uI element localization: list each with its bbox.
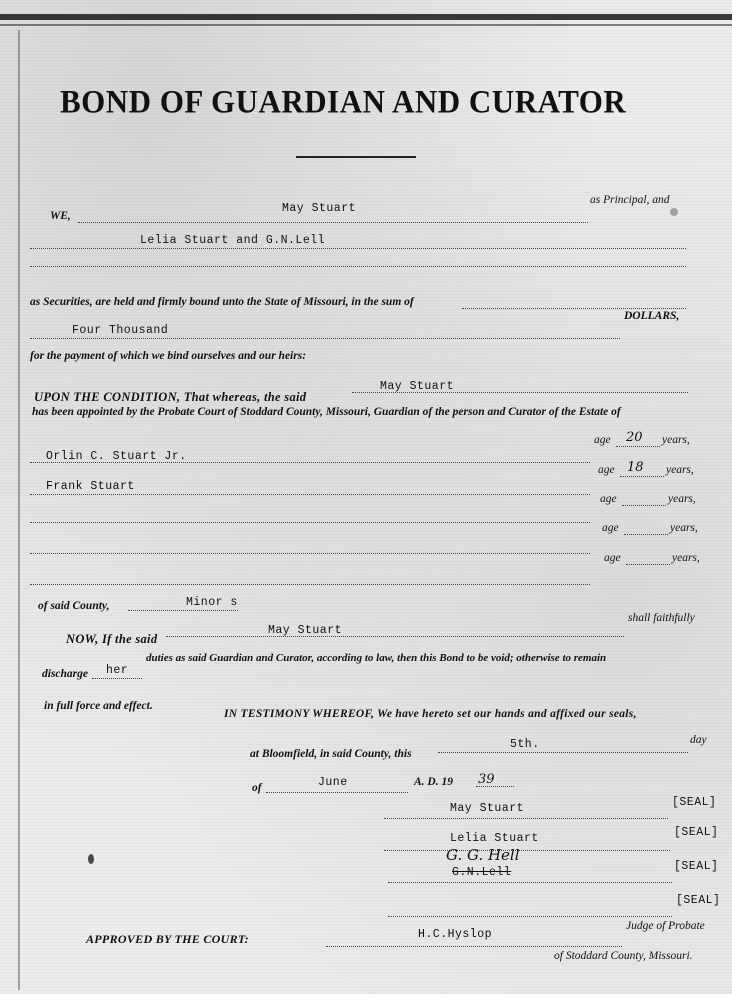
age-label: age bbox=[598, 464, 615, 476]
principal-name: May Stuart bbox=[282, 202, 357, 215]
age-line bbox=[622, 505, 666, 506]
ink-smudge bbox=[670, 208, 678, 216]
discharge-line bbox=[92, 678, 142, 679]
age-label: age bbox=[594, 434, 611, 446]
discharge-label: discharge bbox=[42, 668, 88, 680]
judge-title: Judge of Probate bbox=[626, 920, 705, 932]
sum-words-line bbox=[30, 338, 620, 339]
we-line bbox=[78, 222, 588, 223]
day-line bbox=[438, 752, 688, 753]
condition-name: May Stuart bbox=[380, 380, 455, 393]
years-label: years, bbox=[672, 552, 700, 564]
principal-suffix: as Principal, and bbox=[590, 194, 670, 206]
day-value: 5th. bbox=[510, 738, 540, 751]
testimony-text: IN TESTIMONY WHEREOF, We have hereto set our hands and affixed our seals, bbox=[224, 708, 637, 720]
seal-label: [SEAL] bbox=[676, 894, 721, 907]
minor-age: 18 bbox=[627, 460, 644, 475]
minor-line bbox=[30, 553, 590, 554]
minor-name: Orlin C. Stuart Jr. bbox=[46, 450, 187, 463]
signature-typed: May Stuart bbox=[450, 802, 525, 815]
signature-typed: Lelia Stuart bbox=[450, 832, 539, 845]
age-line bbox=[624, 534, 668, 535]
age-label: age bbox=[604, 552, 621, 564]
years-label: years, bbox=[666, 464, 694, 476]
age-label: age bbox=[600, 493, 617, 505]
minor-name: Frank Stuart bbox=[46, 480, 135, 493]
sum-value: Four Thousand bbox=[72, 324, 169, 337]
we-label: WE, bbox=[50, 210, 71, 222]
signature-typed: G.N.Lell bbox=[452, 866, 512, 879]
now-suffix: shall faithfully bbox=[628, 612, 695, 624]
payment-text: for the payment of which we bind ourselves and our heirs: bbox=[30, 350, 307, 362]
minor-line bbox=[30, 494, 590, 495]
condition-label: UPON THE CONDITION, That whereas, the said bbox=[34, 390, 307, 404]
top-border bbox=[0, 14, 732, 20]
years-label: years, bbox=[670, 522, 698, 534]
appointed-text: has been appointed by the Probate Court of Stoddard County, Missouri, Guardian of the person and Curator of the Estate of bbox=[32, 406, 621, 418]
county-line bbox=[128, 610, 238, 611]
approved-label: APPROVED BY THE COURT: bbox=[86, 932, 249, 946]
seal-label: [SEAL] bbox=[672, 796, 717, 809]
years-label: years, bbox=[668, 493, 696, 505]
years-label: years, bbox=[662, 434, 690, 446]
sum-line bbox=[462, 308, 686, 309]
of-label: of bbox=[252, 782, 262, 794]
now-line bbox=[166, 636, 624, 637]
ad-label: A. D. 19 bbox=[414, 776, 453, 788]
place-text: at Bloomfield, in said County, this bbox=[250, 748, 412, 760]
county-label: of said County, bbox=[38, 600, 110, 612]
month-value: June bbox=[318, 776, 348, 789]
judge-county: of Stoddard County, Missouri. bbox=[554, 950, 693, 962]
seal-label: [SEAL] bbox=[674, 860, 719, 873]
minor-line bbox=[30, 522, 590, 523]
title-rule bbox=[296, 156, 416, 158]
minors-label: Minor s bbox=[186, 596, 238, 609]
handwritten-signature: G. G. Hell bbox=[446, 846, 520, 864]
document-title: BOND OF GUARDIAN AND CURATOR bbox=[60, 83, 627, 120]
ink-smudge bbox=[88, 854, 94, 864]
signature-line bbox=[384, 850, 670, 851]
minor-line bbox=[30, 584, 590, 585]
dollars-label: DOLLARS, bbox=[624, 310, 680, 322]
now-name: May Stuart bbox=[268, 624, 343, 637]
age-label: age bbox=[602, 522, 619, 534]
signature-line bbox=[388, 916, 672, 917]
discharge-value: her bbox=[106, 664, 129, 677]
month-line bbox=[266, 792, 408, 793]
minor-age: 20 bbox=[626, 430, 643, 445]
now-label: NOW, If the said bbox=[66, 632, 158, 646]
signature-line bbox=[388, 882, 672, 883]
sureties-names: Lelia Stuart and G.N.Lell bbox=[140, 234, 326, 247]
minor-line bbox=[30, 462, 590, 463]
year-line bbox=[476, 786, 514, 787]
seal-label: [SEAL] bbox=[674, 826, 719, 839]
force-text: in full force and effect. bbox=[44, 700, 153, 712]
age-line bbox=[620, 476, 664, 477]
year-value: 39 bbox=[478, 772, 495, 787]
left-edge bbox=[18, 30, 20, 990]
age-line bbox=[616, 446, 660, 447]
day-label: day bbox=[690, 734, 707, 746]
securities-text: as Securities, are held and firmly bound unto the State of Missouri, in the sum of bbox=[30, 296, 414, 308]
discharge-text: duties as said Guardian and Curator, according to law, then this Bond to be void; otherwise to remain bbox=[146, 652, 607, 664]
top-border-thin bbox=[0, 24, 732, 26]
judge-line bbox=[326, 946, 622, 947]
signature-line bbox=[384, 818, 668, 819]
judge-name: H.C.Hyslop bbox=[418, 928, 493, 941]
age-line bbox=[626, 564, 670, 565]
blank-line bbox=[30, 266, 686, 267]
sureties-line bbox=[30, 248, 686, 249]
